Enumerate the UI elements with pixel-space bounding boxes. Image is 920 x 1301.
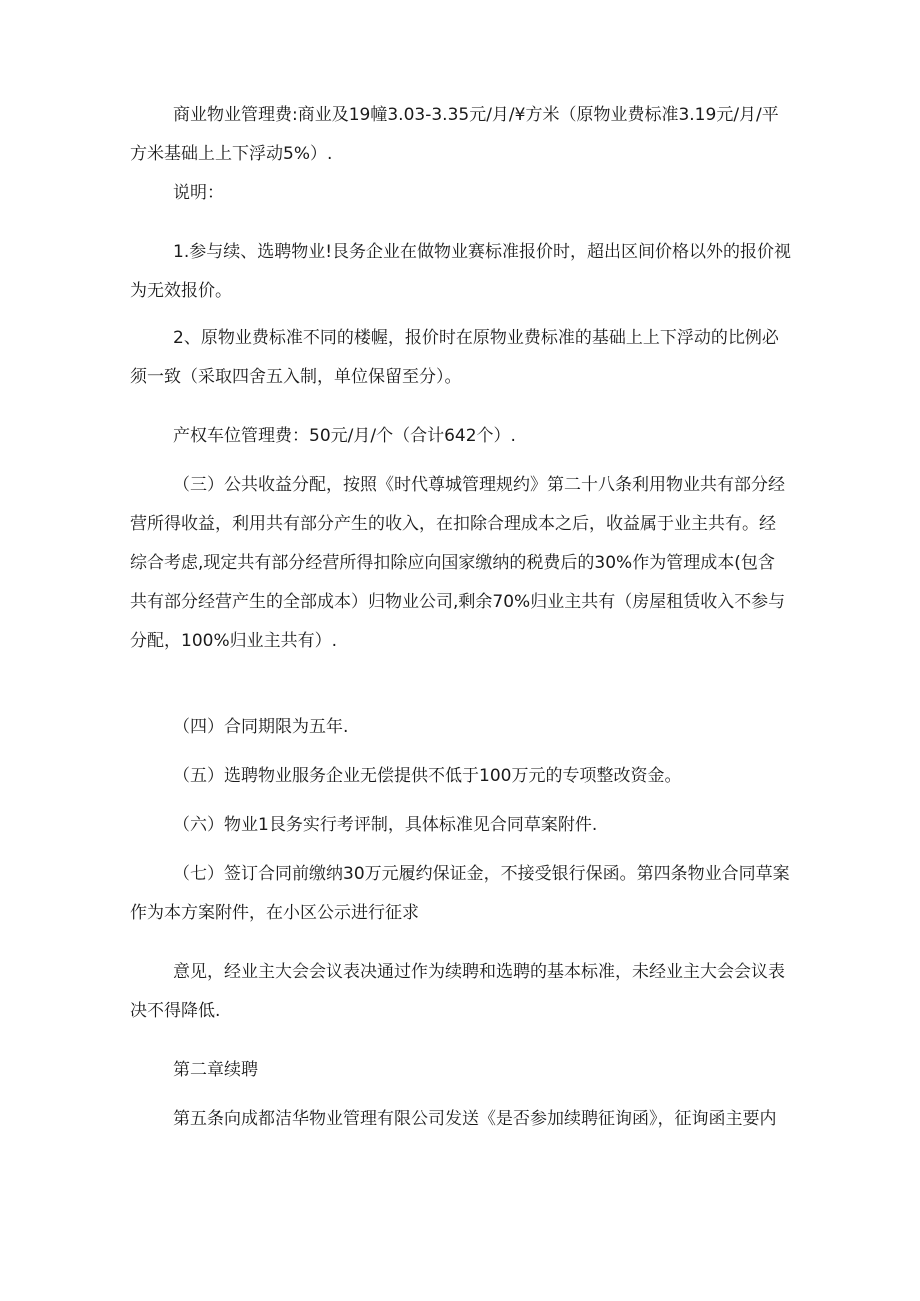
paragraph-contract-term: [130, 708, 800, 747]
paragraph-note-2: [130, 319, 800, 397]
chapter-title: 第二章续聘: [173, 1060, 258, 1080]
text-line: 2、原物业费标准不同的楼幄，报价时在原物业费标准的基础上上下浮动的比例必: [173, 328, 779, 348]
text-line: （七）签订合同前缴纳30万元履约保证金，不接受银行保函。第四条物业合同草案: [173, 864, 790, 884]
text-line: 作为本方案附件，在小区公示进行征求: [130, 903, 419, 923]
text-line: 第五条向成都洁华物业管理有限公司发送《是否参加续聘征询函》，征询函主要内: [173, 1109, 777, 1129]
text-line: 营所得收益，利用共有部分产生的收入，在扣除合理成本之后，收益属于业主共有。经: [130, 514, 776, 534]
text-line: （四）合同期限为五年.: [173, 717, 349, 737]
paragraph-evaluation: [130, 806, 800, 845]
text-line: 为无效报价。: [130, 281, 232, 301]
text-line: （五）选聘物业服务企业无偿提供不低于100万元的专项整改资金。: [173, 766, 682, 786]
text-line: （六）物业1艮务实行考评制，具体标准见合同草案附件.: [173, 815, 598, 835]
paragraph-opinion: [130, 953, 800, 1031]
text-line: 综合考虑,现定共有部分经营所得扣除应向国家缴纳的税费后的30%作为管理成本(包含: [130, 553, 775, 573]
text-line: 分配，100%归业主共有）.: [130, 631, 338, 651]
text-line: 产权车位管理费：50元/月/个（合计642个）.: [173, 426, 516, 446]
text-line: 意见，经业主大会会议表决通过作为续聘和选聘的基本标准，未经业主大会会议表: [173, 962, 785, 982]
paragraph-commercial-fee: [130, 96, 800, 174]
paragraph-parking-fee: [130, 417, 800, 456]
text-line: 1.参与续、选聘物业!艮务企业在做物业赛标准报价时，超出区间价格以外的报价视: [173, 242, 792, 262]
text-line: （三）公共收益分配，按照《时代尊城管理规约》第二十八条利用物业共有部分经: [173, 475, 785, 495]
text-line: 说明：: [173, 183, 224, 203]
text-line: 须一致（采取四舍五入制，单位保留至分）。: [130, 367, 462, 387]
paragraph-deposit: [130, 855, 800, 933]
text-line: 方米基础上上下浮动5%）.: [130, 144, 333, 164]
paragraph-rectification-fund: [130, 757, 800, 796]
paragraph-note-1: [130, 233, 800, 311]
chapter-heading: [130, 1051, 800, 1090]
paragraph-note-heading: [130, 174, 800, 213]
paragraph-public-revenue: [130, 466, 800, 661]
paragraph-article-5: [130, 1100, 800, 1139]
text-line: 决不得降低.: [130, 1001, 221, 1021]
text-line: 商业物业管理费:商业及19幢3.03-3.35元/月/¥方米（原物业费标准3.19元/月/平: [173, 105, 779, 125]
text-line: 共有部分经营产生的全部成本）归物业公司,剩余70%归业主共有（房屋租赁收入不参与: [130, 592, 786, 612]
